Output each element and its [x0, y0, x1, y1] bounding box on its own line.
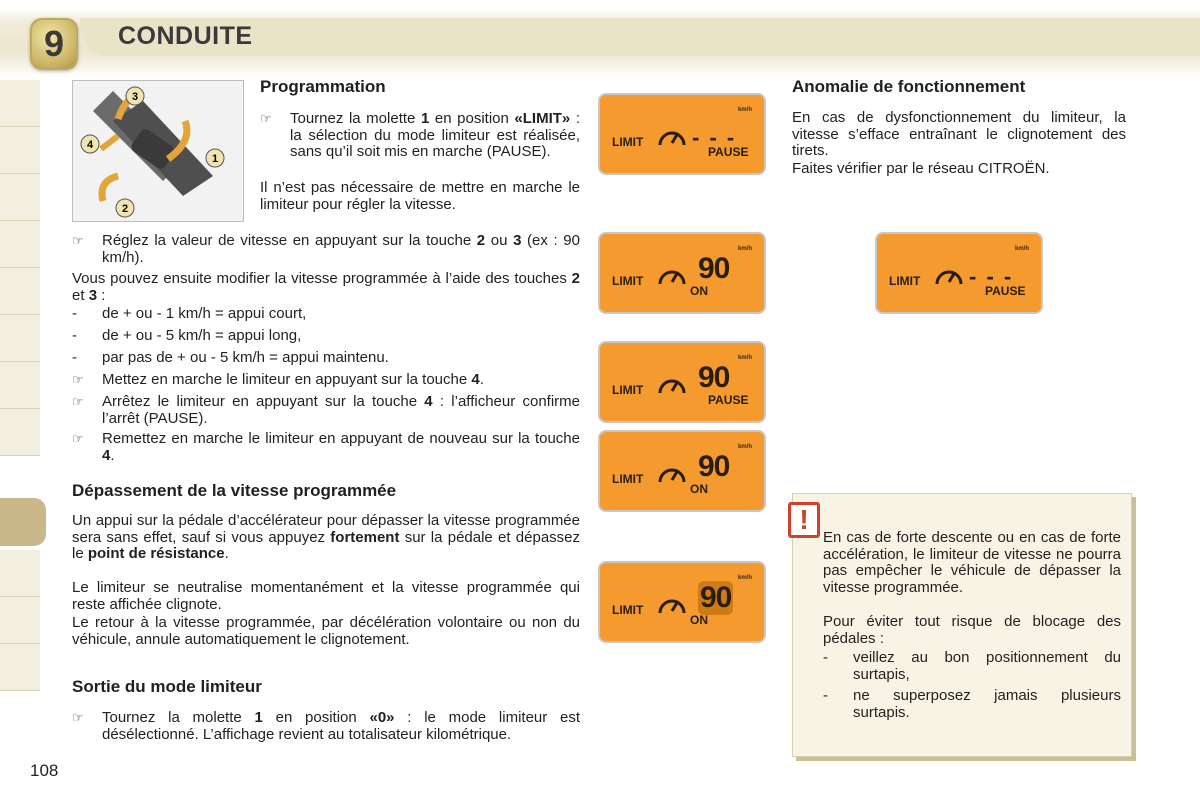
edge-tab [0, 221, 40, 268]
edge-tab [0, 127, 40, 174]
display-limit-pause-dashes [598, 93, 766, 175]
display-limit-90-on-2 [598, 430, 766, 512]
warning-dash-2: - ne superposez jamais plusieurs surtapis. [823, 687, 1121, 721]
unit-label: km/h [737, 246, 752, 252]
sortie-heading: Sortie du mode limiteur [72, 677, 262, 696]
edge-tab-active [0, 498, 46, 546]
page-number: 108 [30, 761, 59, 780]
edge-tab [0, 174, 40, 221]
programmation-step-1: ☞ Tournez la molette 1 en position «LIMIT» : la sélection du mode limiteur est réalisée, sans qu’il soit mis en marche (PAUSE). [260, 110, 580, 160]
unit-label: km/h [737, 107, 752, 113]
pointing-hand-icon: ☞ [72, 710, 84, 725]
speedometer-icon [656, 121, 688, 151]
anomalie-paragraph-1: En cas de dysfonctionnement du limiteur, la vitesse s’efface entraînant le clignotement des tirets. [792, 109, 1126, 159]
pointing-hand-icon: ☞ [72, 233, 84, 248]
chapter-edge-tabs [0, 80, 42, 720]
speedometer-icon [656, 260, 688, 290]
on-label: ON [690, 482, 708, 496]
warning-paragraph-2: Pour éviter tout risque de blocage des pédales : [823, 613, 1121, 647]
callout-2: 2 [121, 203, 129, 215]
programmation-step-5: ☞ Remettez en marche le limiteur en appuyant de nouveau sur la touche 4. [72, 430, 580, 464]
limit-label: LIMIT [889, 274, 921, 288]
speedometer-icon [656, 589, 688, 619]
programmation-heading: Programmation [260, 77, 386, 96]
display-limit-90-pause [598, 341, 766, 423]
edge-tab [0, 362, 40, 409]
arrow-2 [102, 176, 118, 201]
unit-label: km/h [737, 575, 752, 581]
modify-dash-1: - de + ou - 1 km/h = appui court, [72, 305, 307, 322]
edge-tab [0, 315, 40, 362]
exclamation-warning-icon: ! [788, 502, 820, 538]
callout-3: 3 [131, 91, 139, 103]
depassement-heading: Dépassement de la vitesse programmée [72, 481, 397, 500]
speedometer-icon [656, 369, 688, 399]
programmation-step-2: ☞ Réglez la valeur de vitesse en appuyant sur la touche 2 ou 3 (ex : 90 km/h). [72, 232, 580, 266]
pause-label: PAUSE [708, 145, 749, 159]
pause-label: PAUSE [708, 393, 749, 407]
speed-limiter-stalk-illustration [72, 80, 244, 222]
limit-label: LIMIT [612, 603, 644, 617]
sortie-step: ☞ Tournez la molette 1 en position «0» : le mode limiteur est désélectionné. L’affichage revient au totalisateur kilométrique. [72, 709, 581, 743]
limit-label: LIMIT [612, 383, 644, 397]
modify-dash-3: - par pas de + ou - 5 km/h = appui maintenu. [72, 349, 389, 366]
unit-label: km/h [1014, 246, 1029, 252]
programmation-step-3: ☞ Mettez en marche le limiteur en appuyant sur la touche 4. [72, 371, 484, 388]
speed-dashes: - - - [692, 125, 737, 150]
edge-tab [0, 550, 40, 597]
edge-tab [0, 80, 40, 127]
limit-label: LIMIT [612, 135, 644, 149]
warning-box [792, 493, 1132, 757]
warning-dash-1: - veillez au bon positionnement du surtapis, [823, 649, 1121, 683]
depassement-paragraph-1: Un appui sur la pédale d’accélérateur pour dépasser la vitesse programmée sera sans effet, sauf si vous appuyez fortement sur la pédale et dépassez le point de résistance. [72, 512, 581, 562]
programmation-note: Il n’est pas nécessaire de mettre en marche le limiteur pour régler la vitesse. [260, 179, 580, 213]
pointing-hand-icon: ☞ [260, 111, 272, 126]
display-limit-90-blinking [598, 561, 766, 643]
anomalie-heading: Anomalie de fonctionnement [792, 77, 1026, 96]
pointing-hand-icon: ☞ [72, 372, 84, 387]
pause-label: PAUSE [985, 284, 1026, 298]
warning-paragraph-1: En cas de forte descente ou en cas de forte accélération, le limiteur de vitesse ne pourra pas empêcher le véhicule de dépasser la vitesse programmée. [823, 529, 1121, 596]
on-label: ON [690, 284, 708, 298]
chapter-title: CONDUITE [118, 22, 253, 50]
unit-label: km/h [737, 355, 752, 361]
modify-dash-2: - de + ou - 5 km/h = appui long, [72, 327, 302, 344]
speed-value: 90 [698, 450, 730, 483]
edge-tab [0, 597, 40, 644]
anomalie-paragraph-2: Faites vérifier par le réseau CITROËN. [792, 160, 1050, 177]
depassement-paragraph-2: Le limiteur se neutralise momentanément et la vitesse programmée qui reste affichée clignote. [72, 579, 580, 613]
speedometer-icon [933, 260, 965, 290]
edge-tab [0, 268, 40, 315]
callout-4: 4 [86, 139, 94, 151]
speedometer-icon [656, 458, 688, 488]
speed-value-blinking: 90 [700, 581, 732, 614]
programmation-step-4: ☞ Arrêtez le limiteur en appuyant sur la touche 4 : l’afficheur confirme l’arrêt (PAUSE). [72, 393, 580, 427]
programmation-modify: Vous pouvez ensuite modifier la vitesse programmée à l’aide des touches 2 et 3 : [72, 270, 580, 304]
speed-value: 90 [698, 252, 730, 285]
limit-label: LIMIT [612, 472, 644, 486]
arrow-4 [101, 136, 118, 149]
limit-label: LIMIT [612, 274, 644, 288]
display-limit-pause-dashes-fault [875, 232, 1043, 314]
pointing-hand-icon: ☞ [72, 431, 84, 446]
on-label: ON [690, 613, 708, 627]
edge-tab [0, 644, 40, 691]
edge-tab [0, 409, 40, 456]
display-limit-90-on [598, 232, 766, 314]
chapter-number-badge: 9 [30, 18, 78, 70]
pointing-hand-icon: ☞ [72, 394, 84, 409]
speed-dashes: - - - [969, 264, 1014, 289]
depassement-paragraph-3: Le retour à la vitesse programmée, par décélération volontaire ou non du véhicule, annule automatiquement le clignotement. [72, 614, 580, 648]
unit-label: km/h [737, 444, 752, 450]
callout-1: 1 [211, 153, 219, 165]
speed-value: 90 [698, 361, 730, 394]
stalk-drawing [73, 81, 243, 221]
